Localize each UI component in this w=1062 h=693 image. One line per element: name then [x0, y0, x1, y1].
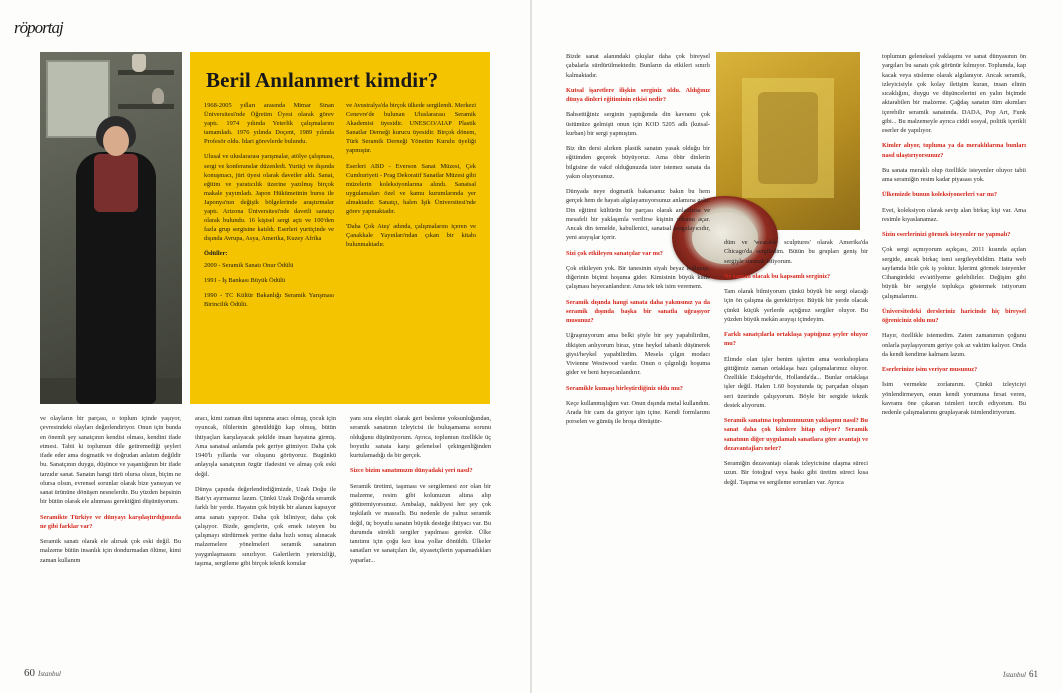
body-paragraph: Çok sergi açmıyorum açıkçası, 2011 kısında açılan sergide, ancak birkaç ismi sergileyebildim. Hatta web sayfamda bile çok iş yoktur. İşlerimi görmek isteyenler Cihangirdeki ev/atölyeme gelebilirler. Değişim gibi büyük bir sergiyle toplukça göstermek istiyorum çalışmalarımı.: [882, 246, 1026, 300]
interview-question: Kutsal işaretlere ilişkin serginiz oldu. Aldığınız dünya dinleri eğitiminin etkisi nedir?: [566, 86, 710, 103]
biography-columns: [190, 101, 490, 315]
bio-paragraph: ve Avustralya'da birçok ülkede sergilendi. Merkezi Cenevre'de bulunan Uluslararası Seramik Akademisi üyesidir. UNESCO/AIAP Plastik Sanatlar Derneği kurucu üyesidir. Birçok dönem, Türk Seramik Derneği Yönetim Kurulu üyeliği yapmıştır.: [346, 102, 476, 155]
interview-question: Seramikle kumaşı birleştirdiğiniz oldu mu?: [566, 384, 683, 392]
body-paragraph: Biz din dersi alırken plastik sanatın yasak olduğu bir eğitimden geçerek büyüyoruz. Ama öbür dinlerin bilgisine de vakıf olduğunuzda ister istemez sanata da yakın oluyorsunuz.: [566, 145, 710, 180]
bio-paragraph: 'Daha Çok Ateş' adında, çalışmalarını içeren ve Çanakkale Yayınları'ndan çıkan bir kitabı bulunmaktadır.: [346, 223, 476, 249]
photo-shelf-upper: [118, 70, 174, 75]
photo-figure: [60, 112, 168, 404]
biography-column-2: [346, 101, 476, 315]
photo-vase-two: [152, 88, 164, 104]
left-page-text-columns: [40, 414, 492, 574]
body-paragraph: Uğraşmıyorum ama belki şöyle bir şey yapabilirdim, dikişten anlıyorum biraz, yine heykel tabanlı düşünerek giysi/heykel yapabilirdim. Mesela çılgın modacı Vivienne Westwood vardır. Onun o çılgınlığı hoşuma gider ve beni heyecanlandırır.: [566, 332, 710, 377]
interview-question: Seramikte Türkiye ve dünyayı karşılaştırdığınızda ne gibi farklar var?: [40, 513, 181, 530]
interview-question: Ülkemizde bunun koleksiyonerleri var mı?: [882, 191, 997, 199]
interview-question: Seramik sanatına toplumumuzun yaklaşımı nasıl? Bu sanat daha çok kimlere hitap ediyor? Seramik sanatının diğer uygulamalı sanatlara göre avantajı ve dezavantajları neler?: [724, 417, 868, 452]
bio-paragraph: Eserleri ABD - Everson Sanat Müzesi, Çek Cumhuriyeti - Prag Dekoratif Sanatlar Müzesi gibi müzelerin koleksiyonlarına alındı. Sanatsal uygulamaları özel ve kamu kurumlarında yer almaktadır. Sanatçı, halen İşik Üniversitesi'nde görev yapmaktadır.: [346, 162, 476, 216]
right-column-2: [724, 52, 868, 493]
left-page-folio: [24, 667, 61, 679]
body-paragraph: Seramiğin dezavantajı olarak izleyicisine ulaşma süreci uzun. Bir fotoğraf veya baskı gibi üretim süreci kısa değil. Taşıma ve sergileme sorunları var. Ayrıca: [724, 460, 868, 486]
body-paragraph: Çok etkileyen yok. Bir tanesinin siyah beyaz kullanışı, diğerinin biçimi hoşuma gider. Kimisinin büyük kütle çalışması heyecanlandırır. Ama tek tek isim veremem.: [566, 264, 710, 291]
bio-awards-title: Ödüller:: [204, 250, 228, 258]
body-paragraph: Keçe kullanmışlığım var. Onun dışında metal kullandım. Arada bir cam da giriyor işin içine. Kendi formlarımı porselen ve gümüş ile broşa dönüştür-: [566, 399, 710, 426]
interview-question: Ne zaman olacak bu kapsamlı serginiz?: [724, 272, 831, 280]
left-column-3: [350, 414, 491, 574]
body-paragraph: toplumun geleneksel yaklaşımı ve sanat dünyasının ön yargıları bu sanatı çok görünür kılmıyor. Toplumda, kap kacak veya süsleme olarak algılanıyor. Ancak seramik, izleyicisiyle çok kolay iletişim kuran, insan elinin sıcaklığını, duygu ve düşüncelerini en yalın biçimde aktarabilen bir malzeme. Çağdaş sanatın tüm akımları içerebilir seramik sanatında. DADA, Pop Art, Funk gibi... Bu malzemeyle ayrıca ciddi sosyal, politik içerikli eserler de yapılıyor.: [882, 53, 1026, 134]
figure-scarf: [94, 154, 138, 212]
body-paragraph: Tam olarak bilmiyorum çünkü büyük bir sergi olacağı için ön çalışma da gerektiriyor. Büyük bir yerde olacak çünkü küçük yerlerde açtığınız sergiler oluyor. Bu yüzden büyük mekân arayışı içindeyim.: [724, 288, 868, 323]
left-column-1: [40, 414, 181, 574]
body-paragraph: yanı sıra eleştiri olarak geri besleme yoksunluğundan, seramik sanatının izleyicisi ile buluşamama sorunu olduğunu düşünüyorum. Ayrıca, toplumun özellikle üç boyutlu sanata karşı gelenelsel çekingenliğinden kurtulamadığı da bir gerçek.: [350, 415, 491, 459]
photo-vase-one: [132, 54, 146, 72]
page-gutter: [530, 0, 532, 693]
body-paragraph: Bahsettiğiniz serginin yaptığımda din kavramı çok üstümüze gelmişti onun için KOD 5205 adlı (kutsal- kurban) bir sergi yapmıştım.: [566, 111, 710, 137]
interview-question: Sizce bizim sanatımızın dünyadaki yeri nasıl?: [350, 467, 473, 475]
right-magazine-name: İstanbul: [1003, 671, 1026, 679]
body-paragraph: İsim vermekte zorlanırım. Çünkü izleyiciyi yönlendirmeyen, onun kendi yorumuna fırsat veren, kavramı öne çıkaran isimleri tercih ediyorum. Bu nedenle çalışmalarımı gruplayarak isimlendiriyorum.: [882, 381, 1026, 416]
body-paragraph: Seramik üretimi, taşıması ve sergilemesi zor olan bir malzeme, resim gibi kolunuzun altına alıp götüremiyorsunuz. Ambalajı, nakliyesi her şey çok teşkilatlı ve masraflı. Bu nedenle de yalnız seramik değil, üç boyutlu sanatın büyük desteğe ihtiyacı var. Bu durumda sürekli sergiler yapılması gerekir. Ülke tanıtımı için çoğu kez kısa yollar dönüldü. Ülkeler sanatları ve sanatçıları ile, siyasetçilerin yapamadıkları yaparlar...: [350, 482, 491, 564]
artist-portrait-photo: [40, 52, 182, 404]
body-paragraph: Elimde olan işler benim işlerim ama workshoplara gittiğimiz zaman ortaklaşa bazı çalışmalarımız oluyor. Özellikle Eskişehir'de, Hollanda'da... Bunlar ortaklaşa işler değil. Halen 1.60 boyutunda üç parçadan oluşan seri üzerinde çalışıyorum. Böyle bir sergide teknik destek alıyorum.: [724, 355, 868, 409]
bio-award-item: 1991 - İş Bankası Büyük Ödülü: [204, 276, 286, 284]
masthead-label: röportaj: [14, 18, 63, 37]
interview-question: Sizi çok etkileyen sanatçılar var mı?: [566, 249, 663, 257]
body-paragraph: Evet, koleksiyon olarak sevip alan birkaç kişi var. Ama resimle kıyaslanamaz.: [882, 206, 1026, 223]
left-page-number: 60: [24, 667, 35, 679]
body-paragraph: aracı, kimi zaman dini tapınma aracı olmuş, çocuk için oyuncak, ölülerinin gömüldüğü kap olmuş, bütün ihtiyaçları karşılayacak şekilde insan hayatına girmiş. Ama sanatsal anlamda pek geriye gitmiyor. Daha çok 1940'lı yıllarda var oluşunu görüyoruz. Bugünkü anlayışla sanatçının özgür ifadesini ve almaş çok eski değil.: [195, 415, 336, 478]
body-paragraph: ve olayların bir parçası, o toplum içinde yaşıyor, çevresindeki olayları değerlendiriyor. Onun için bunda en önemli şey sanatçının kendisi olması, kendini ifade etmesi. Tabii ki toplumun dile getiremediği şeyleri ifade eder ama dogmatik ve doğrudan anlatım değildir bu. Sanatçının duygu, düşünce ve yaşantığının bir ifade tarzıdır sanat. Sanatın hangi türü olursa olsun, biçim ne olursa olsun, evrensel sorunlar olarak bize yansıyan ve sanat ürününe dönüşen nesnelerdir. Bu yüzden hepsinin bir bütün olarak ele alınması gerektiğini düşünüyorum.: [40, 415, 181, 506]
body-paragraph: düm ve 'wearable sculptures' olarak Amerika'da Chicago'da sergiledim. Bütün bu grupları geniş bir sergiyle sunmak istiyorum.: [724, 239, 868, 265]
photo-shelf-lower: [118, 104, 174, 109]
artwork-spacer: [724, 52, 868, 238]
interview-question: Seramik dışında hangi sanata daha yakınsınız ya da seramik dışında başka bir sanatla uğraşıyor musunuz?: [566, 298, 710, 324]
right-page-text-columns: [566, 52, 1028, 493]
interview-question: Sizin eserlerinizi görmek isteyenler ne yapmalı?: [882, 231, 1011, 238]
figure-face: [103, 126, 129, 156]
interview-question: Üniversitedeki dersleriniz haricinde hiç bireysel öğreniciniz oldu mu?: [882, 307, 1026, 324]
bio-paragraph: 1968-2005 yılları arasında Mimar Sinan Üniversitesi'nde Öğretim Üyesi olarak görev yaptı. 1974 yılında Yeterlik çalışmalarını tamamladı. 1976 yılında Doçent, 1989 yılında Profesör oldu. İdari görevlerde bulundu.: [204, 102, 334, 146]
body-paragraph: Hayır, özellikle istemedim. Zaten zamanımın çoğunu onlarla paylaşıyorum geriye çok az vaktim kalıyor. Onda da kendi kendime kalmam lazım.: [882, 332, 1026, 358]
interview-question: Kimler alıyor, topluma ya da meraklılarına bunları nasıl ulaştırıyorsunuz?: [882, 142, 1026, 159]
right-page-folio: [1003, 669, 1038, 679]
body-paragraph: Bizde sanat alanındaki çıkışlar daha çok bireysel çabalarla sürdürülmektedir. Bunların da etkileri sınırlı kalmaktadır.: [566, 53, 710, 79]
right-column-3: [882, 52, 1026, 493]
right-column-1: [566, 52, 710, 493]
biography-column-1: [204, 101, 334, 315]
biography-title: Beril Anılanmert kimdir?: [206, 68, 439, 92]
body-paragraph: Seramik sanatı olarak ele alırsak çok eski değil. Bu malzeme bütün insanlık için dondurmadan ölüme, kimi zaman kullanım: [40, 538, 181, 564]
bio-award-item: 2009 - Seramik Sanatı Onur Ödülü: [204, 261, 294, 269]
body-paragraph: Dünyada neye dogmatik bakarsanız bakın bu hem gerçek hem de hayatı algılayamıyorsunuz anlamına gelir. Din eğitimi kültürün bir parçası olarak anlatılırsa ve mesafeli bir yaklaşımla verilirse kişinin ufkunu açar. Ancak din temelde, kabullenici, sanatsal sorgulayıcıdır, yeni arayışlar içerir.: [566, 188, 710, 242]
bio-paragraph: Ulusal ve uluslararası yarışmalar, atölye çalışması, sergi ve konferanslar düzenledi. Yurtiçi ve dışında konuşmacı, jüri üyesi olarak davetler aldı. Sanat, eğitim ve yaratıcılık üzerine yazılmış birçok makale yayımladı. Japon Hükümetinin bursu ile Japonya'nın değişik bölgelerinde araştırmalar yaptı. Arizona Üniversitesi'nde davetli sanatçı olarak bulundu. 16 kişisel sergi açtı ve 100'den fazla grup sergisine katıldı. Eserleri yurtiçinde ve dışında Avrupa, Asya, Amerika, Kuzey Afrika: [204, 153, 334, 243]
interview-question: Eserlerinize isim veriyor musunuz?: [882, 366, 978, 373]
interview-question: Farklı sanatçılarla ortaklaşa yaptığınız şeyler oluyor mu?: [724, 331, 868, 348]
body-paragraph: Dünya çapında değerlendirdiğimizde, Uzak Doğu ile Batı'yı ayırmamız lazım. Çünkü Uzak Doğu'da seramik farklı bir yerde. Hayatın çok büyük bir alanını kapsıyor ama sanatı yapıyor. Daha çok biliniyor, daha çok çalışıyor. Bizde, gençlerin, çok emek isteyen bu çalışmayı sürdürmek yerine daha hızlı sonuç alınacak malzemelere yönelmeleri seramik sanatının yaygınlaşmasını sınırlıyor. Galerilerin yetersizliği, taşıma, sergileme gibi birçok teknik konular: [195, 485, 336, 567]
left-magazine-name: İstanbul: [38, 670, 61, 678]
bio-award-item: 1990 - TC Kültür Bakanlığı Seramik Yarışması Birincilik Ödülü.: [204, 291, 334, 308]
body-paragraph: Bu sanata meraklı olup özellikle isteyenler oluyor tabii ama seramiğin resim kadar piyasası yok.: [882, 166, 1026, 183]
right-page-number: 61: [1029, 669, 1038, 679]
left-column-2: [195, 414, 336, 574]
biography-box: [190, 52, 490, 404]
section-masthead: [14, 18, 63, 38]
